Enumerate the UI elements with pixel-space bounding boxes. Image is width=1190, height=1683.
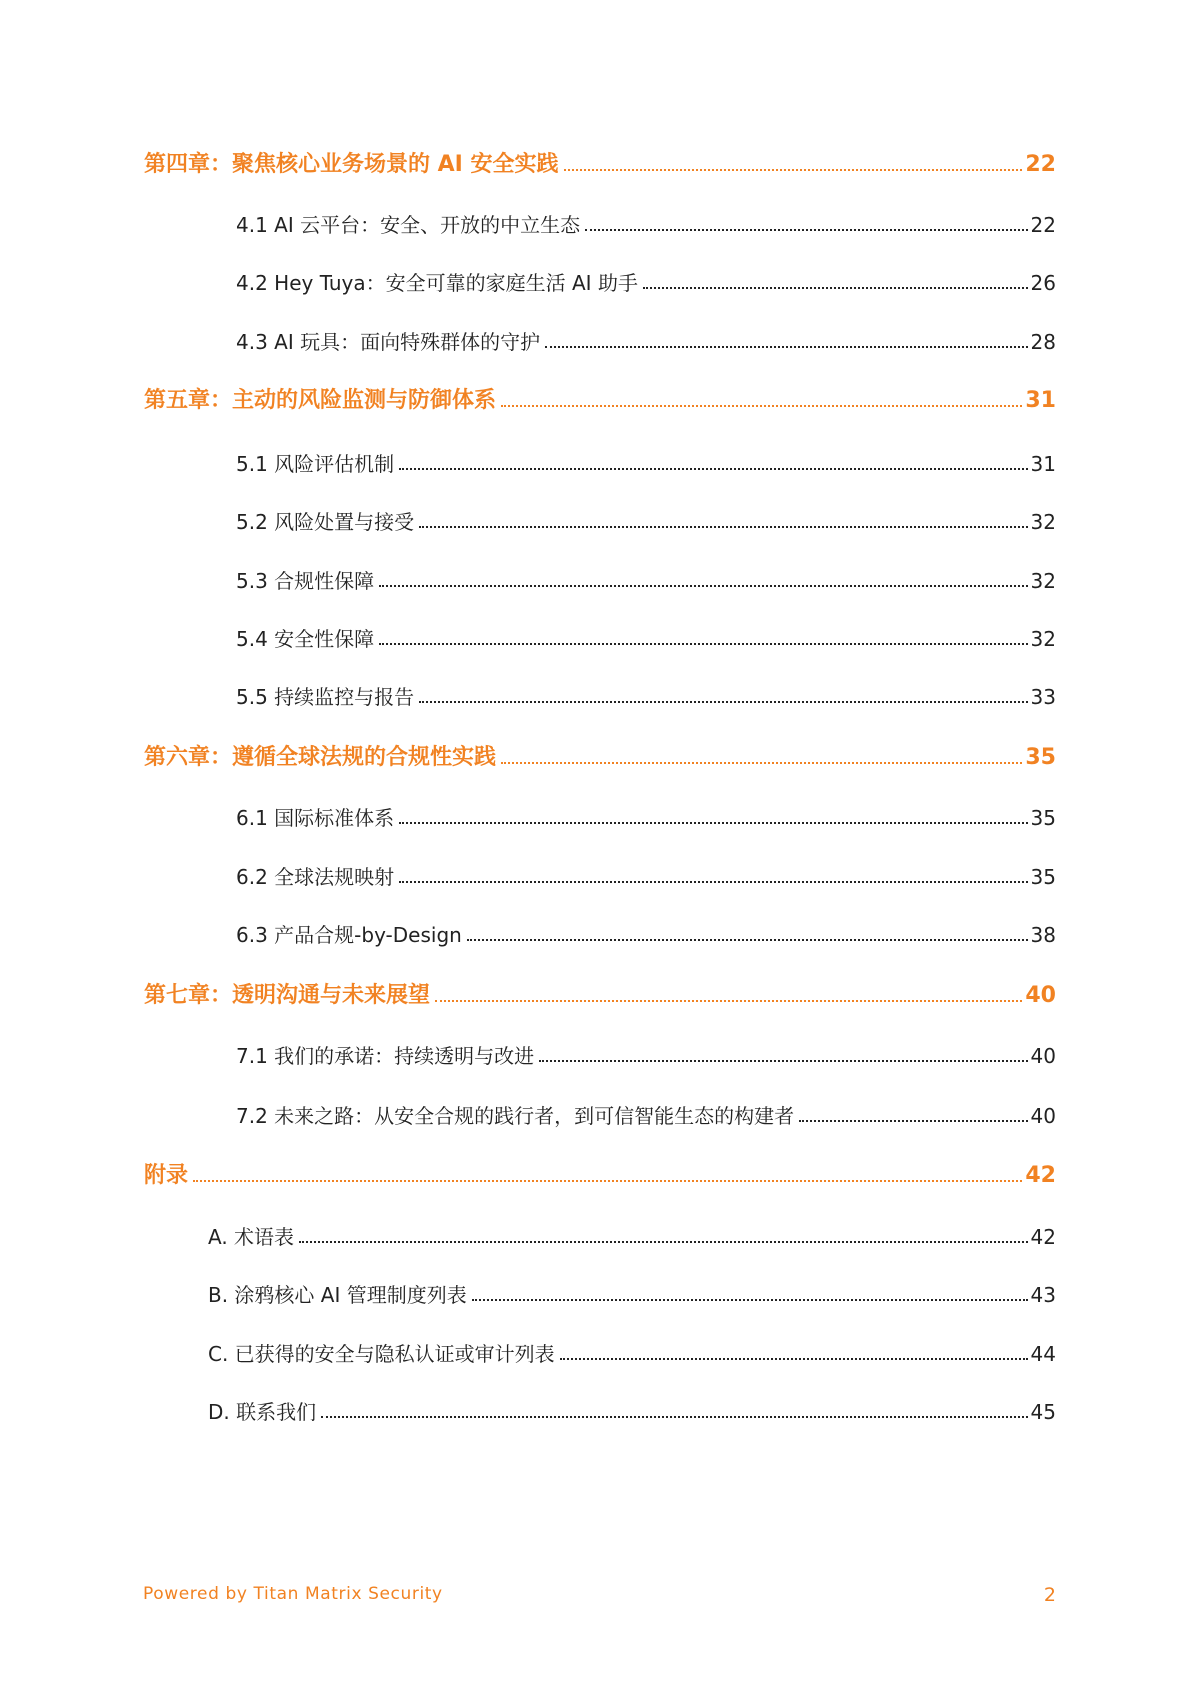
toc-title: 4.3 AI 玩具：面向特殊群体的守护 <box>236 330 541 354</box>
toc-page: 44 <box>1030 1342 1056 1366</box>
dot-leader <box>399 822 1027 824</box>
toc-section-4-2[interactable] <box>236 264 1056 296</box>
toc-page: 42 <box>1030 1225 1056 1249</box>
dot-leader <box>501 762 1022 764</box>
toc-page: 26 <box>1030 271 1056 295</box>
toc-page: 35 <box>1030 806 1056 830</box>
toc-title: B. 涂鸦核心 AI 管理制度列表 <box>208 1283 467 1307</box>
toc-section-5-3[interactable] <box>236 562 1056 594</box>
dot-leader <box>379 643 1027 645</box>
toc-title: D. 联系我们 <box>208 1400 317 1424</box>
toc-title: C. 已获得的安全与隐私认证或审计列表 <box>208 1342 555 1366</box>
toc-page: 43 <box>1030 1283 1056 1307</box>
dot-leader <box>379 585 1027 587</box>
dot-leader <box>419 701 1027 703</box>
toc-page: 40 <box>1025 983 1056 1008</box>
toc-chapter-5[interactable] <box>144 382 1056 414</box>
toc-page: 40 <box>1030 1104 1056 1128</box>
toc-section-6-2[interactable] <box>236 858 1056 890</box>
toc-title: 第七章：透明沟通与未来展望 <box>144 983 431 1008</box>
toc-title: 4.2 Hey Tuya：安全可靠的家庭生活 AI 助手 <box>236 271 638 295</box>
toc-chapter-6[interactable] <box>144 739 1056 771</box>
toc-page: 22 <box>1025 152 1056 177</box>
toc-page: 40 <box>1030 1044 1056 1068</box>
toc-title: 5.1 风险评估机制 <box>236 452 395 476</box>
toc-appendix-b[interactable] <box>208 1276 1056 1308</box>
toc-title: 6.3 产品合规-by-Design <box>236 923 462 947</box>
toc-page: 32 <box>1030 627 1056 651</box>
dot-leader <box>501 405 1022 407</box>
toc-page: 31 <box>1030 452 1056 476</box>
dot-leader <box>539 1060 1027 1062</box>
footer-brand: Powered by Titan Matrix Security <box>143 1584 443 1604</box>
toc-title: 7.1 我们的承诺：持续透明与改进 <box>236 1044 535 1068</box>
toc-title: 第四章：聚焦核心业务场景的 AI 安全实践 <box>144 152 559 177</box>
toc-section-5-1[interactable] <box>236 445 1056 477</box>
toc-title: 5.2 风险处置与接受 <box>236 510 415 534</box>
toc-title: 5.5 持续监控与报告 <box>236 685 415 709</box>
toc-section-6-3[interactable] <box>236 916 1056 948</box>
toc-page: 42 <box>1025 1163 1056 1188</box>
toc-appendix-a[interactable] <box>208 1218 1056 1250</box>
dot-leader <box>193 1180 1022 1182</box>
dot-leader <box>435 1000 1022 1002</box>
dot-leader <box>585 229 1027 231</box>
dot-leader <box>399 881 1027 883</box>
toc-page: 31 <box>1025 388 1056 413</box>
toc-appendix[interactable] <box>144 1157 1056 1189</box>
toc-page: 28 <box>1030 330 1056 354</box>
toc-title: A. 术语表 <box>208 1225 295 1249</box>
toc-title: 6.2 全球法规映射 <box>236 865 395 889</box>
toc-title: 附录 <box>144 1163 189 1188</box>
dot-leader <box>560 1358 1028 1360</box>
toc-section-5-2[interactable] <box>236 503 1056 535</box>
dot-leader <box>419 526 1027 528</box>
toc-title: 第六章：遵循全球法规的合规性实践 <box>144 745 497 770</box>
toc-chapter-4[interactable] <box>144 146 1056 178</box>
toc-appendix-d[interactable] <box>208 1393 1056 1425</box>
dot-leader <box>321 1416 1027 1418</box>
dot-leader <box>545 346 1027 348</box>
toc-section-5-4[interactable] <box>236 620 1056 652</box>
toc-title: 5.4 安全性保障 <box>236 627 375 651</box>
footer-page-number: 2 <box>1043 1584 1056 1606</box>
toc-title: 5.3 合规性保障 <box>236 569 375 593</box>
toc-title: 6.1 国际标准体系 <box>236 806 395 830</box>
toc-appendix-c[interactable] <box>208 1335 1056 1367</box>
toc-chapter-7[interactable] <box>144 977 1056 1009</box>
toc-section-6-1[interactable] <box>236 799 1056 831</box>
dot-leader <box>299 1241 1028 1243</box>
dot-leader <box>643 287 1028 289</box>
toc-section-5-5[interactable] <box>236 678 1056 710</box>
dot-leader <box>564 169 1023 171</box>
toc-section-4-3[interactable] <box>236 323 1056 355</box>
toc-page: 35 <box>1025 745 1056 770</box>
toc-section-7-1[interactable] <box>236 1037 1056 1069</box>
toc-page: 32 <box>1030 569 1056 593</box>
toc-page: 45 <box>1030 1400 1056 1424</box>
toc-page: 22 <box>1030 213 1056 237</box>
dot-leader <box>399 468 1027 470</box>
toc-page: 33 <box>1030 685 1056 709</box>
toc-page: 35 <box>1030 865 1056 889</box>
toc-page: 38 <box>1030 923 1056 947</box>
toc-section-4-1[interactable] <box>236 206 1056 238</box>
dot-leader <box>467 939 1028 941</box>
dot-leader <box>472 1299 1028 1301</box>
dot-leader <box>799 1120 1027 1122</box>
toc-section-7-2[interactable] <box>236 1097 1056 1129</box>
toc-title: 第五章：主动的风险监测与防御体系 <box>144 388 497 413</box>
toc-title: 4.1 AI 云平台：安全、开放的中立生态 <box>236 213 581 237</box>
toc-title: 7.2 未来之路：从安全合规的践行者，到可信智能生态的构建者 <box>236 1104 795 1128</box>
toc-page: 32 <box>1030 510 1056 534</box>
